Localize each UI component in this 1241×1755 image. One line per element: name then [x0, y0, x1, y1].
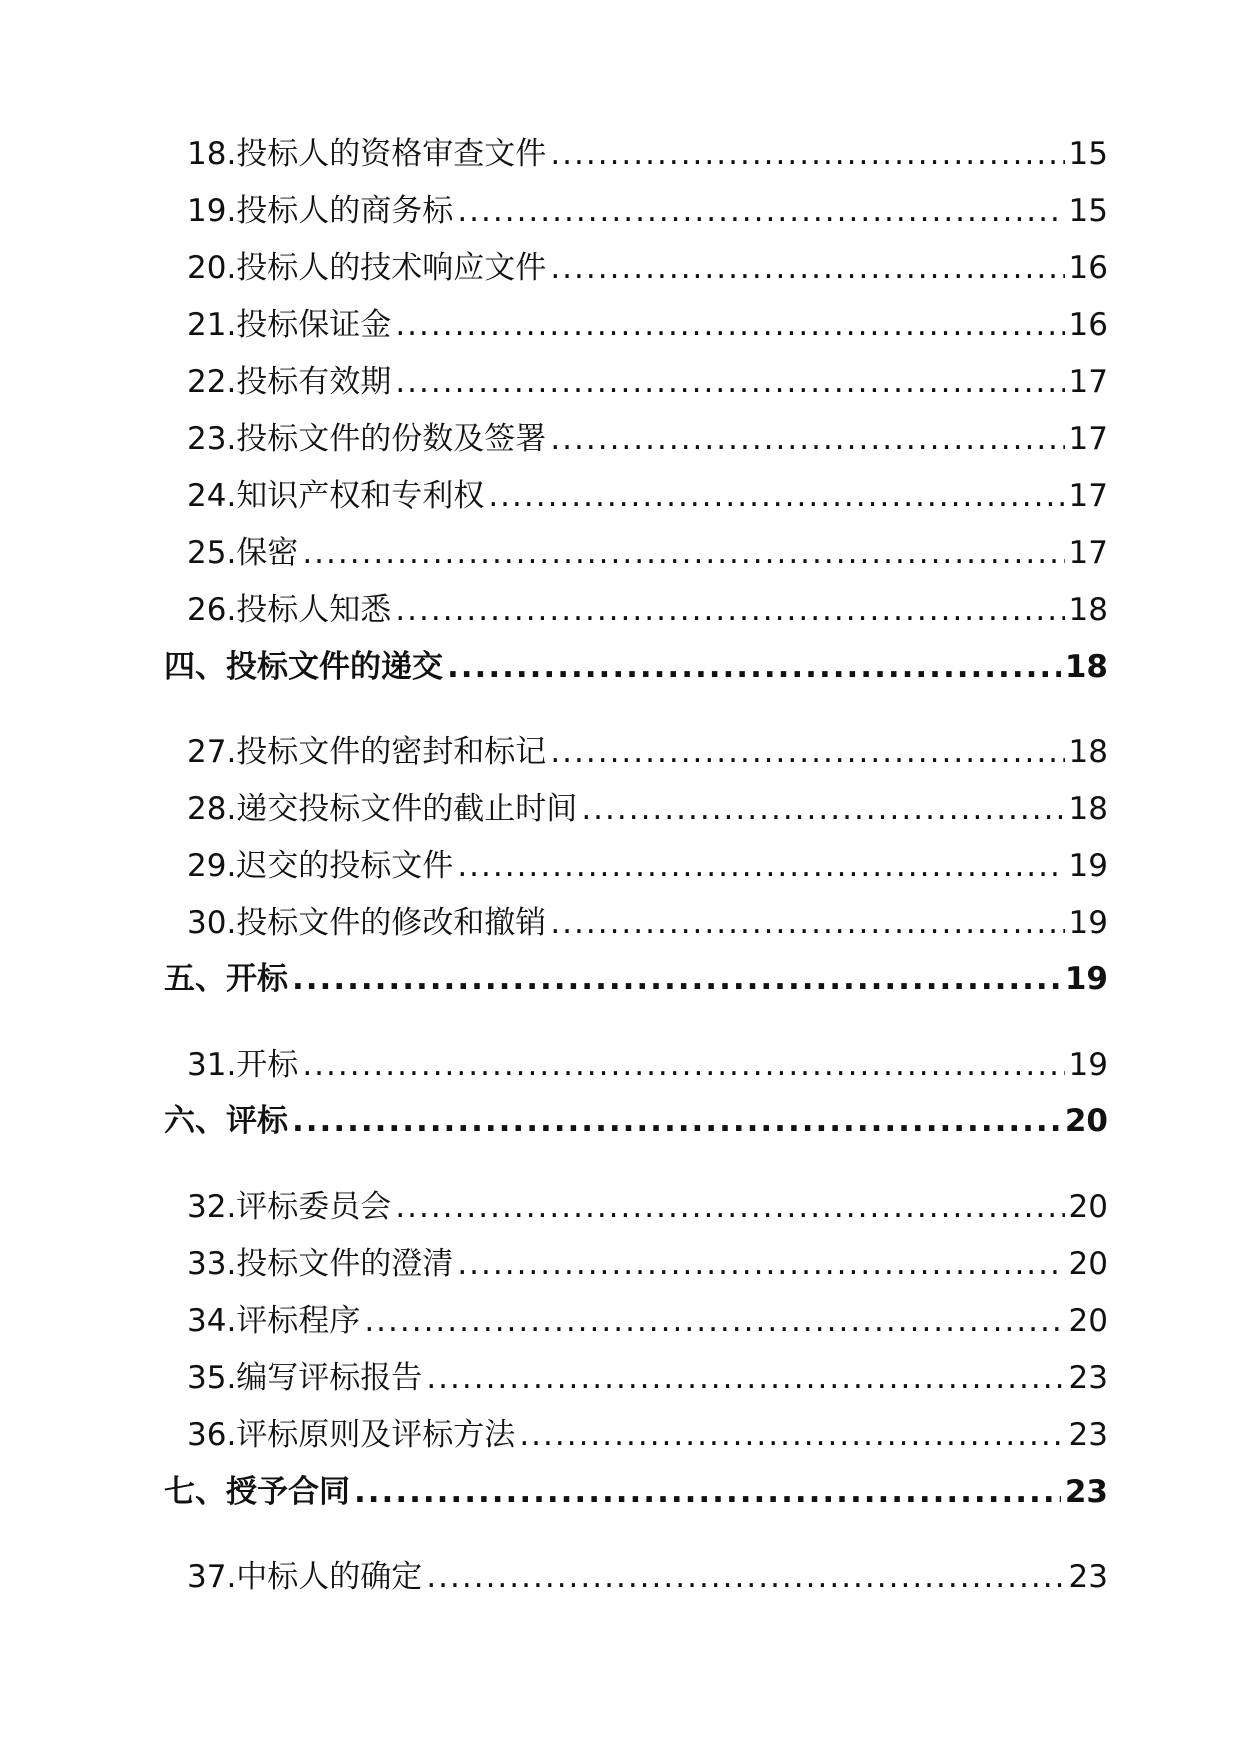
toc-page-number: 15 — [1068, 193, 1108, 229]
toc-page-number: 17 — [1068, 364, 1108, 400]
toc-entry-title: 33.投标文件的澄清 — [187, 1246, 454, 1282]
toc-dot-leader — [550, 421, 1064, 457]
toc-entry[interactable] — [187, 1181, 1108, 1226]
toc-dot-leader — [395, 364, 1064, 400]
toc-dot-leader — [395, 592, 1064, 628]
toc-page-number: 18 — [1068, 734, 1108, 770]
toc-page-number: 19 — [1068, 905, 1108, 941]
toc-section-heading[interactable] — [164, 1466, 1108, 1511]
toc-dot-leader — [395, 1189, 1064, 1225]
toc-entry-title: 30.投标文件的修改和撤销 — [187, 905, 547, 941]
toc-entry[interactable] — [187, 299, 1108, 344]
toc-dot-leader — [364, 1303, 1064, 1339]
toc-dot-leader — [302, 1047, 1064, 1083]
toc-dot-leader — [395, 307, 1064, 343]
toc-page-number: 17 — [1068, 478, 1108, 514]
toc-entry[interactable] — [187, 1039, 1108, 1084]
toc-page-number: 20 — [1068, 1189, 1108, 1225]
toc-dot-leader — [426, 1559, 1064, 1595]
toc-section-title: 七、授予合同 — [164, 1474, 350, 1510]
toc-dot-leader — [447, 649, 1061, 685]
toc-page-number: 19 — [1064, 961, 1108, 997]
toc-entry-title: 20.投标人的技术响应文件 — [187, 250, 547, 286]
toc-entry[interactable] — [187, 840, 1108, 885]
toc-page-number: 19 — [1068, 848, 1108, 884]
toc-entry-title: 37.中标人的确定 — [187, 1559, 423, 1595]
toc-entry-title: 29.迟交的投标文件 — [187, 848, 454, 884]
toc-entry[interactable] — [187, 726, 1108, 771]
toc-entry[interactable] — [187, 783, 1108, 828]
toc-entry-title: 27.投标文件的密封和标记 — [187, 734, 547, 770]
toc-dot-leader — [292, 1103, 1061, 1139]
toc-dot-leader — [292, 961, 1061, 997]
toc-entry[interactable] — [187, 185, 1108, 230]
toc-section-title: 四、投标文件的递交 — [164, 649, 443, 685]
toc-dot-leader — [550, 734, 1064, 770]
toc-entry-title: 23.投标文件的份数及签署 — [187, 421, 547, 457]
toc-page-number: 23 — [1068, 1559, 1108, 1595]
toc-page-number: 20 — [1068, 1246, 1108, 1282]
toc-dot-leader — [457, 1246, 1064, 1282]
toc-entry-title: 19.投标人的商务标 — [187, 193, 454, 229]
toc-entry[interactable] — [187, 356, 1108, 401]
toc-dot-leader — [581, 791, 1064, 827]
toc-page-number: 20 — [1064, 1103, 1108, 1139]
toc-section-heading[interactable] — [164, 1095, 1108, 1140]
toc-page-number: 18 — [1064, 649, 1108, 685]
toc-entry-title: 24.知识产权和专利权 — [187, 478, 485, 514]
toc-entry[interactable] — [187, 1352, 1108, 1397]
toc-entry-title: 26.投标人知悉 — [187, 592, 392, 628]
toc-page-number: 17 — [1068, 421, 1108, 457]
toc-entry-title: 28.递交投标文件的截止时间 — [187, 791, 578, 827]
toc-entry[interactable] — [187, 470, 1108, 515]
toc-entry-title: 35.编写评标报告 — [187, 1360, 423, 1396]
toc-entry-title: 32.评标委员会 — [187, 1189, 392, 1225]
toc-dot-leader — [426, 1360, 1064, 1396]
toc-page-number: 23 — [1068, 1360, 1108, 1396]
toc-section-title: 五、开标 — [164, 961, 288, 997]
toc-entry[interactable] — [187, 413, 1108, 458]
toc-page-number: 17 — [1068, 535, 1108, 571]
toc-entry[interactable] — [187, 1295, 1108, 1340]
toc-entry[interactable] — [187, 1238, 1108, 1283]
toc-dot-leader — [550, 905, 1064, 941]
toc-dot-leader — [550, 136, 1064, 172]
toc-dot-leader — [457, 848, 1064, 884]
toc-page-number: 19 — [1068, 1047, 1108, 1083]
toc-section-heading[interactable] — [164, 641, 1108, 686]
toc-entry-title: 36.评标原则及评标方法 — [187, 1417, 516, 1453]
toc-page-number: 18 — [1068, 791, 1108, 827]
toc-entry-title: 31.开标 — [187, 1047, 299, 1083]
toc-dot-leader — [519, 1417, 1064, 1453]
toc-entry-title: 25.保密 — [187, 535, 299, 571]
toc-page-number: 18 — [1068, 592, 1108, 628]
toc-page-number: 15 — [1068, 136, 1108, 172]
toc-entry[interactable] — [187, 584, 1108, 629]
toc-page-number: 16 — [1068, 307, 1108, 343]
toc-entry[interactable] — [187, 897, 1108, 942]
toc-page-number: 16 — [1068, 250, 1108, 286]
toc-dot-leader — [354, 1474, 1061, 1510]
toc-page-number: 23 — [1068, 1417, 1108, 1453]
toc-entry[interactable] — [187, 1409, 1108, 1454]
toc-dot-leader — [550, 250, 1064, 286]
toc-dot-leader — [302, 535, 1064, 571]
toc-dot-leader — [457, 193, 1064, 229]
toc-entry[interactable] — [187, 1551, 1108, 1596]
toc-entry-title: 18.投标人的资格审查文件 — [187, 136, 547, 172]
toc-entry-title: 21.投标保证金 — [187, 307, 392, 343]
toc-section-title: 六、评标 — [164, 1103, 288, 1139]
toc-entry[interactable] — [187, 242, 1108, 287]
toc-entry[interactable] — [187, 527, 1108, 572]
toc-entry-title: 34.评标程序 — [187, 1303, 361, 1339]
toc-dot-leader — [488, 478, 1064, 514]
toc-entry[interactable] — [187, 128, 1108, 173]
toc-page-number: 20 — [1068, 1303, 1108, 1339]
toc-entry-title: 22.投标有效期 — [187, 364, 392, 400]
toc-section-heading[interactable] — [164, 953, 1108, 998]
toc-page-number: 23 — [1064, 1474, 1108, 1510]
